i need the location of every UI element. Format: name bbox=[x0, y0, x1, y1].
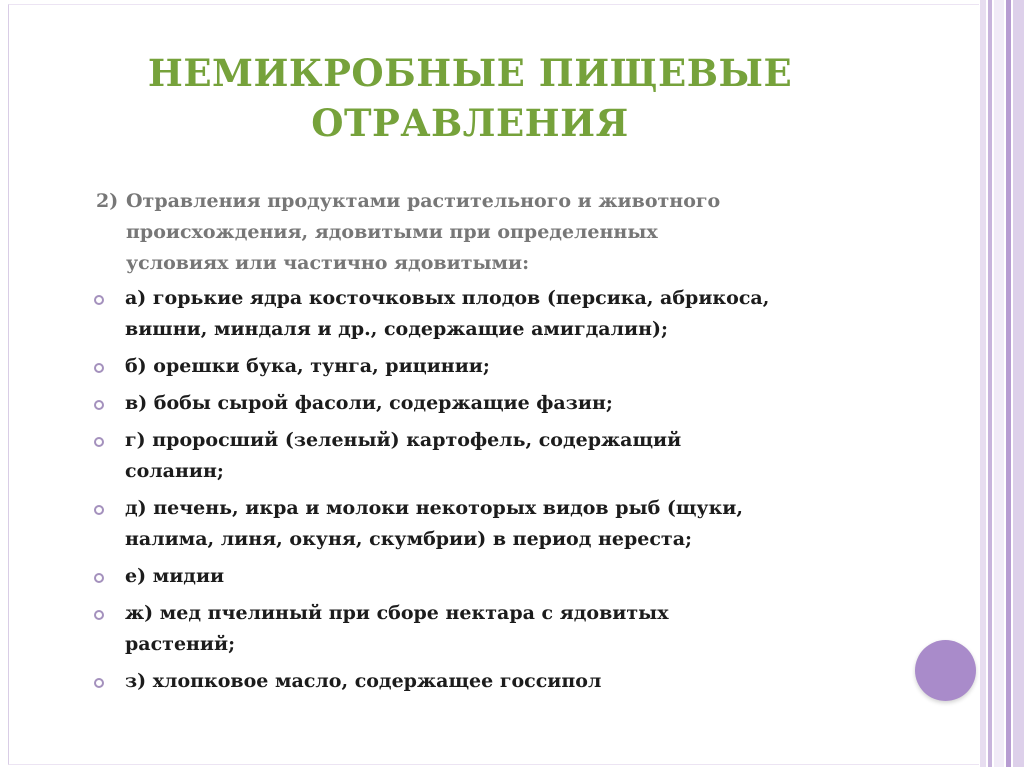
list-item bbox=[93, 351, 923, 382]
list-item bbox=[93, 666, 923, 697]
ring-bullet-icon bbox=[94, 678, 104, 688]
list-item-line: б) орешки бука, тунга, рицинии; bbox=[125, 355, 490, 377]
intro-text: Отравления продуктами растительного и животного bbox=[126, 190, 721, 212]
intro-number: 2) bbox=[96, 190, 119, 212]
slide-title-line: ОТРАВЛЕНИЯ bbox=[311, 101, 629, 145]
list-item bbox=[93, 388, 923, 419]
slide-title-line: НЕМИКРОБНЫЕ ПИЩЕВЫЕ bbox=[147, 51, 793, 95]
list-item-line: ж) мед пчелиный при сборе нектара с ядовитых bbox=[125, 602, 669, 624]
list-item bbox=[93, 425, 923, 487]
decor-stripe bbox=[980, 0, 986, 767]
list-item-line: з) хлопковое масло, содержащее госсипол bbox=[125, 670, 602, 692]
list-item bbox=[93, 493, 923, 555]
list-item bbox=[93, 598, 923, 660]
intro-line: происхождения, ядовитыми при определенных bbox=[126, 221, 658, 243]
ring-bullet-icon bbox=[94, 505, 104, 515]
bullet-list bbox=[93, 283, 923, 703]
intro-paragraph bbox=[96, 186, 886, 279]
decor-stripe bbox=[1013, 0, 1024, 767]
intro-line: условиях или частично ядовитыми: bbox=[126, 252, 530, 274]
ring-bullet-icon bbox=[94, 437, 104, 447]
list-item bbox=[93, 283, 923, 345]
ring-bullet-icon bbox=[94, 400, 104, 410]
ring-bullet-icon bbox=[94, 610, 104, 620]
ring-bullet-icon bbox=[94, 295, 104, 305]
list-item-line: растений; bbox=[125, 633, 236, 655]
list-item-line: д) печень, икра и молоки некоторых видов рыб (щуки, bbox=[125, 497, 744, 519]
list-item-line: вишни, миндаля и др., содержащие амигдалин); bbox=[125, 318, 669, 340]
list-item-line: г) проросший (зеленый) картофель, содержащий bbox=[125, 429, 682, 451]
list-item bbox=[93, 561, 923, 592]
list-item-line: налима, линя, окуня, скумбрии) в период нереста; bbox=[125, 528, 693, 550]
ring-bullet-icon bbox=[94, 363, 104, 373]
list-item-line: в) бобы сырой фасоли, содержащие фазин; bbox=[125, 392, 613, 414]
list-item-line: е) мидии bbox=[125, 565, 225, 587]
ring-bullet-icon bbox=[94, 573, 104, 583]
decor-circle bbox=[915, 640, 976, 701]
decor-stripe bbox=[988, 0, 992, 767]
decor-stripe bbox=[1006, 0, 1011, 767]
decor-stripe bbox=[994, 0, 1004, 767]
intro-line bbox=[96, 186, 886, 217]
list-item-line: а) горькие ядра косточковых плодов (персика, абрикоса, bbox=[125, 287, 770, 309]
slide-title bbox=[0, 48, 940, 148]
list-item-line: соланин; bbox=[125, 460, 224, 482]
